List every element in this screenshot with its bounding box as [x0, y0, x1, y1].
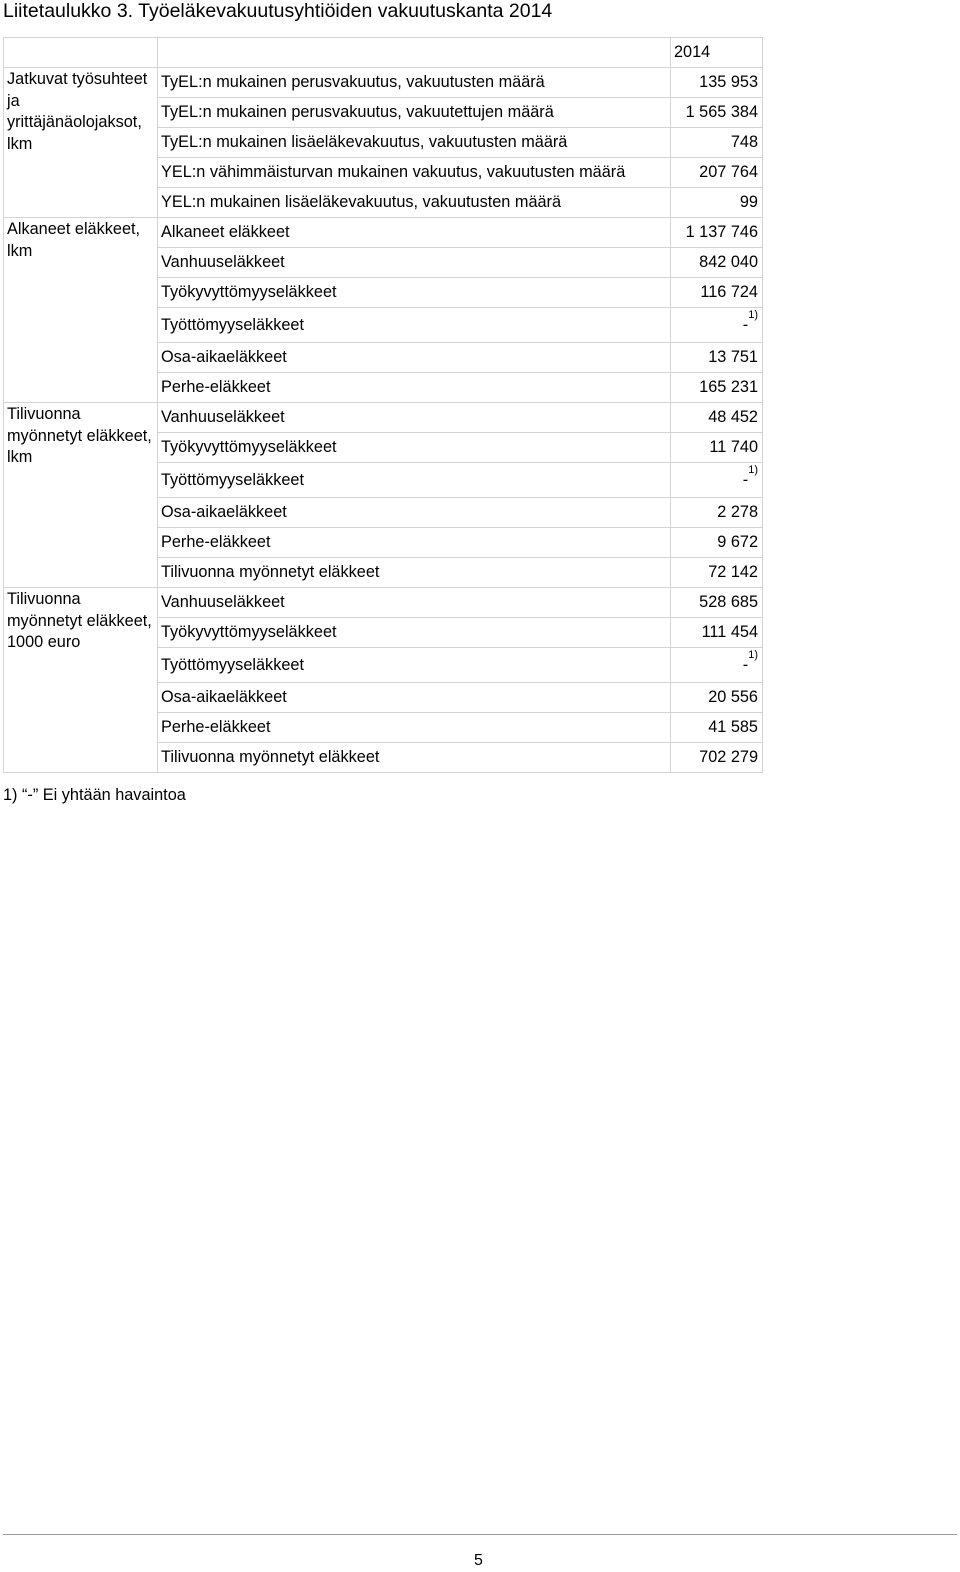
table-row: [4, 68, 763, 98]
row-value: [671, 618, 763, 648]
row-label: Työttömyyseläkkeet: [158, 648, 671, 683]
row-value: [671, 188, 763, 218]
row-group-label: Alkaneet eläkkeet, lkm: [4, 218, 158, 403]
footnote-marker: 1): [748, 648, 758, 661]
row-value: [671, 248, 763, 278]
value-text: 48 452: [708, 408, 758, 426]
value-text: -: [742, 470, 749, 489]
row-value: [671, 528, 763, 558]
value-text: 72 142: [708, 563, 758, 581]
row-group-label: Tilivuonna myönnetyt eläkkeet, lkm: [4, 403, 158, 588]
row-label: Osa-aikaeläkkeet: [158, 343, 671, 373]
value-text: 20 556: [708, 688, 758, 706]
row-label: YEL:n mukainen lisäeläkevakuutus, vakuutusten määrä: [158, 188, 671, 218]
row-value: [671, 158, 763, 188]
row-label: Osa-aikaeläkkeet: [158, 683, 671, 713]
value-text: -: [742, 315, 749, 334]
value-text: 13 751: [708, 348, 758, 366]
row-group-label: Tilivuonna myönnetyt eläkkeet, 1000 euro: [4, 588, 158, 773]
row-value: [671, 218, 763, 248]
value-text: 41 585: [708, 718, 758, 736]
row-label: Osa-aikaeläkkeet: [158, 498, 671, 528]
header-blank: [158, 38, 671, 68]
row-label: Vanhuuseläkkeet: [158, 403, 671, 433]
table-row: [4, 403, 763, 433]
insurance-portfolio-table: [3, 37, 763, 773]
table-row: [4, 218, 763, 248]
row-label: Perhe-eläkkeet: [158, 713, 671, 743]
row-label: Työkyvyttömyyseläkkeet: [158, 433, 671, 463]
value-text: -: [742, 655, 749, 674]
value-text: 116 724: [700, 283, 758, 301]
row-label: Vanhuuseläkkeet: [158, 588, 671, 618]
value-text: 842 040: [699, 253, 758, 271]
row-value: [671, 683, 763, 713]
header-row: [4, 38, 763, 68]
row-value: [671, 498, 763, 528]
row-group-label: Jatkuvat työsuhteet ja yrittäjänäolojaksot, lkm: [4, 68, 158, 218]
row-label: TyEL:n mukainen perusvakuutus, vakuutettujen määrä: [158, 98, 671, 128]
row-label: Tilivuonna myönnetyt eläkkeet: [158, 743, 671, 773]
year-header: 2014: [671, 38, 763, 68]
row-label: YEL:n vähimmäisturvan mukainen vakuutus, vakuutusten määrä: [158, 158, 671, 188]
value-text: 1 137 746: [685, 223, 758, 241]
value-text: 11 740: [709, 438, 758, 456]
row-value: [671, 463, 763, 498]
row-label: Alkaneet eläkkeet: [158, 218, 671, 248]
value-text: 702 279: [699, 748, 758, 766]
value-text: 135 953: [699, 73, 758, 91]
value-text: 1 565 384: [685, 103, 758, 121]
header-corner: [4, 38, 158, 68]
row-value: [671, 308, 763, 343]
page-footer-rule: [3, 1534, 957, 1535]
row-label: TyEL:n mukainen lisäeläkevakuutus, vakuutusten määrä: [158, 128, 671, 158]
row-value: [671, 278, 763, 308]
table-title: Liitetaulukko 3. Työeläkevakuutusyhtiöiden vakuutuskanta 2014: [3, 0, 553, 22]
footnote-marker: 1): [748, 463, 758, 476]
row-label: Työttömyyseläkkeet: [158, 308, 671, 343]
row-label: Työkyvyttömyyseläkkeet: [158, 618, 671, 648]
row-value: [671, 558, 763, 588]
value-text: 528 685: [699, 593, 758, 611]
value-text: 165 231: [699, 378, 758, 396]
value-text: 111 454: [701, 623, 758, 641]
page-number: 5: [474, 1552, 483, 1569]
row-value: [671, 743, 763, 773]
row-value: [671, 588, 763, 618]
value-text: 9 672: [717, 533, 758, 551]
row-value: [671, 128, 763, 158]
row-label: Perhe-eläkkeet: [158, 373, 671, 403]
row-label: TyEL:n mukainen perusvakuutus, vakuutusten määrä: [158, 68, 671, 98]
table-row: [4, 588, 763, 618]
footnote-marker: 1): [748, 308, 758, 321]
row-value: [671, 648, 763, 683]
footnote: 1) “-” Ei yhtään havaintoa: [3, 786, 186, 804]
row-value: [671, 713, 763, 743]
row-label: Tilivuonna myönnetyt eläkkeet: [158, 558, 671, 588]
row-label: Työkyvyttömyyseläkkeet: [158, 278, 671, 308]
row-value: [671, 433, 763, 463]
value-text: 2 278: [717, 503, 758, 521]
value-text: 207 764: [699, 163, 758, 181]
row-value: [671, 98, 763, 128]
value-text: 99: [739, 193, 758, 211]
row-value: [671, 343, 763, 373]
row-value: [671, 68, 763, 98]
row-label: Työttömyyseläkkeet: [158, 463, 671, 498]
value-text: 748: [730, 133, 758, 151]
row-label: Perhe-eläkkeet: [158, 528, 671, 558]
row-value: [671, 373, 763, 403]
row-value: [671, 403, 763, 433]
row-label: Vanhuuseläkkeet: [158, 248, 671, 278]
